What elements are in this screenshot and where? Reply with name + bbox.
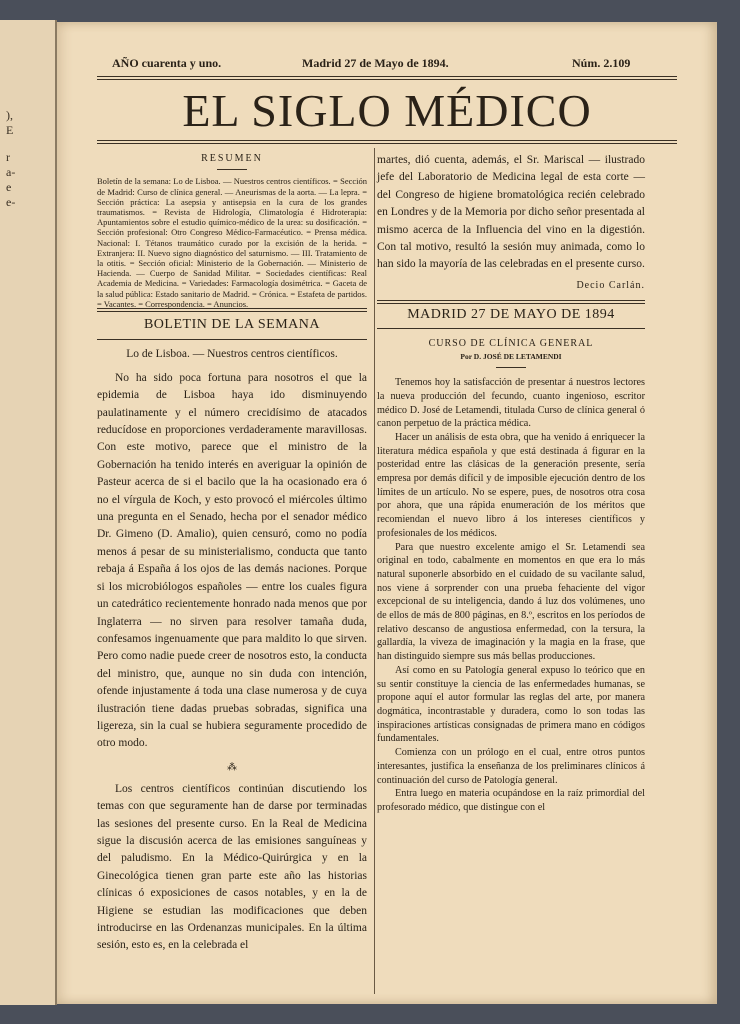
divider <box>97 311 367 312</box>
left-page-fragment: ), <box>6 108 13 122</box>
date-label: Madrid 27 de Mayo de 1894. <box>302 56 449 70</box>
divider <box>496 367 526 368</box>
madrid-heading: MADRID 27 DE MAYO DE 1894 <box>407 307 615 322</box>
resumen-heading: RESUMEN <box>201 153 263 164</box>
boletin-heading: BOLETIN DE LA SEMANA <box>143 317 321 332</box>
boletin-paragraph: Los centros científicos continúan discutiendo los temas con que seguramente han de darse por terminadas las sesiones del presente curso. En la Real de Medicina sigue la discusión acerca de las emisiones sanguíneas y del paludismo. En la Médico-Quirúrgica y en la Ginecológica tienen gran parte este año las historias clínicas ó exposiciones de casos notables, y en la de Higiene se estudian las modificaciones que deben introducirse en las Ordenanzas municipales. En la última sesión, esto es, en la celebrada el <box>97 782 367 952</box>
left-page-fragment: e <box>6 180 12 194</box>
divider <box>97 143 677 144</box>
divider <box>377 300 645 301</box>
divider <box>97 79 677 80</box>
madrid-paragraph: Entra luego en materia ocupándose en la raíz primordial del profesorado médico, que distingue con el <box>377 788 645 813</box>
boletin-subheading: Lo de Lisboa. — Nuestros centros científicos. <box>126 348 338 361</box>
continuation-text: martes, dió cuenta, además, el Sr. Mariscal — ilustrado jefe del Laboratorio de Medicina legal de esta corte — del Congreso de higiene bromatológica recién celebrado en Londres y de la Memoria por dicho señor presentada al mismo acerca de la Influencia del vino en la digestión. Con tal motivo, resultó la sesión muy animada, como lo han sido la mayoría de las celebradas en el presente curso. <box>377 154 645 271</box>
left-page-fragment: a- <box>6 165 16 179</box>
left-page-edge <box>0 20 57 1005</box>
asterism-icon: ⁂ <box>227 761 237 773</box>
madrid-paragraph: Así como en su Patología general expuso lo teórico que en su sentir constituye la ciencia de las enfermedades humanas, se propone aquí el autor formular las reglas del arte, por manera dogmática, incontrastable y duradera, como lo son todas las inspiraciones artísticas consignadas de primera mano en códigos fundamentales. <box>377 664 645 745</box>
resumen-text: Boletín de la semana: Lo de Lisboa. — Nuestros centros científicos. = Sección de Madrid: Curso de clínica general. — Aneurismas de la aorta. — La lepra. = Sección práctica: La asepsia y antisepsia en la cura de los grandes traumatismos. = Revista de Hidrología, Climatología é Hidroterapia: Apuntamientos sobre el estudio químico-médico de la urea: su dosificación. = Sección profesional: Otro Congreso Médico-Farmacéutico. = Prensa médica. Nacional: I. Tétanos traumático curado por la excisión de la herida. = Extranjera: II. Nuevo signo diagnóstico del saturnismo. — III. Tratamiento de la otitis. = Sección oficial: Ministerio de la Gobernación. — Ministerio de Hacienda. — Cuerpo de Sanidad Militar. = Sociedades científicas: Real Academia de Medicina. = Variedades: Farmacología dosimétrica. = Gaceta de la salud pública: Estado sanitario de Madrid. = Crónica. = Estafeta de partidos. = Vacantes. = Correspondencia. = Anuncios. <box>97 176 367 309</box>
course-title: CURSO DE CLÍNICA GENERAL <box>428 337 594 349</box>
boletin-section <box>97 316 367 955</box>
divider <box>97 308 367 309</box>
course-author: Por D. JOSÉ DE LETAMENDI <box>460 352 562 362</box>
madrid-paragraph: Para que nuestro excelente amigo el Sr. Letamendi sea original en todo, cabalmente en momentos en que era lo más natural suponerle absorbido en el cuidado de su vacilante salud, nos viene á sorprender con una prueba fehaciente del vigor excepcional de su inteligencia, dando á luz dos volúmenes, uno de ellos de más de 800 páginas, en 8.º, escritos en los períodos de relativo descanso de angustiosa enfermedad, con la tersura, la gallardía, la viveza de imaginación y la magia en la frase, que han distinguido siempre sus más bellas producciones. <box>377 541 645 663</box>
year-label: AÑO cuarenta y uno. <box>112 56 222 70</box>
left-page-fragment: E <box>6 123 14 137</box>
newspaper-title: EL SIGLO MÉDICO <box>182 85 592 136</box>
divider <box>97 76 677 77</box>
newspaper-page <box>57 22 717 1004</box>
divider <box>377 303 645 304</box>
madrid-paragraph: Comienza con un prólogo en el cual, entre otros puntos interesantes, justifica la enseñanza de los preliminares clínicos á continuación del curso de Patología general. <box>377 747 645 786</box>
resumen-section <box>97 150 367 309</box>
continuation-section <box>377 152 645 294</box>
madrid-section <box>377 308 645 815</box>
issue-number: Núm. 2.109 <box>572 56 631 70</box>
divider <box>97 140 677 141</box>
column-divider <box>374 148 375 994</box>
divider <box>97 339 367 340</box>
divider <box>377 328 645 329</box>
left-page-fragment: r <box>6 150 10 164</box>
madrid-paragraph: Hacer un análisis de esta obra, que ha venido á enriquecer la literatura médica española y que está destinada á figurar en la posteridad entre las clásicas de la generación presente, sería empresa por demás difícil y de imposible ejecución dentro de los límites de un artículo. No se espere, pues, de nosotros otra cosa por ahora, que una rápida enumeración de los méritos que recomiendan el nuevo libro á los intereses científicos y profesionales de los médicos. <box>377 431 645 539</box>
signature: Decio Carlán. <box>576 279 645 291</box>
divider <box>217 169 247 170</box>
madrid-paragraph: Tenemos hoy la satisfacción de presentar á nuestros lectores la nueva producción del fecundo, cuanto ingenioso, escritor médico D. José de Letamendi, titulada Curso de clínica general ó canon perpetuo de la práctica médica. <box>377 377 645 430</box>
boletin-paragraph: No ha sido poca fortuna para nosotros el que la epidemia de Lisboa haya ido disminuyendo paulatinamente y el número crecidísimo de atacados reducídose en proporciones verdaderamente maravillosas. Con este motivo, parece que el ministro de la Gobernación ha tenido interés en averiguar la opinión de Pasteur acerca de si el bacilo que la ha ocasionado era ó no el vírgula de Koch, y esto provocó el miércoles último una pregunta en el Senado, hecha por el senador médico Dr. Gimeno (D. Amalio), quien censuró, como no podía menos á pesar de su ministerialismo, conducta que tanto rebaja á España á los ojos de las demás naciones. Porque si los microbiólogos españoles — entre los cuales figura un catedrático recientemente honrado nada menos que por Inglaterra — no sirven para resolver tamaña duda, confesamos ingenuamente que para maldito lo que sirven. Pero como nadie puede creer de nosotros esto, la conducta del ministro, que, aunque no sin duda con intención, ofende injustamente á toda una clase numerosa y de cuya ilustración tiene dadas pruebas sobradas, significa una ligereza, sin la cual se hubiera seguramente procedido de otro modo. <box>97 371 367 750</box>
left-page-fragment: e- <box>6 195 16 209</box>
